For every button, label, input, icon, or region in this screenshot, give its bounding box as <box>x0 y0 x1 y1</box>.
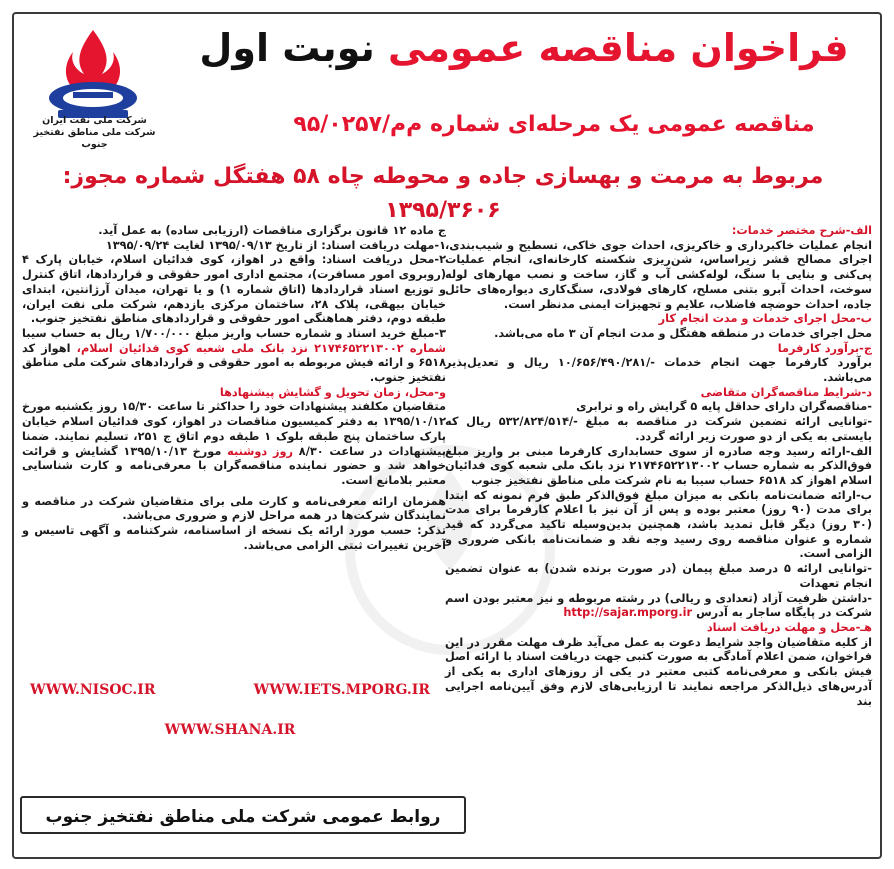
section-d-item4: ب-ارائه ضمانت‌نامه بانکی به میزان مبلغ فوق‌الذکر طبق فرم نمونه که ابتدا برای مدت (۹۰ روز) معتبر بوده و پس از آن نیز با اعلام کارفرما برای مدت (۳۰ روز) دیگر قابل تمدید باشد، همچنین بدین‌وسیله تاکید می‌گردد که قید شماره و عنوان مناقصه روی رسید وجه نقد و ضمانت‌نامه بانکی ضروری و الزامی است. <box>445 488 872 561</box>
section-f-title: و-محل، زمان تحویل و گشایش پیشنهادها <box>219 385 446 399</box>
section-f-body <box>22 400 446 488</box>
note-articles: تذکر: حسب مورد ارائه یک نسخه از اساسنامه، شرکتنامه و آگهی تاسیس و آخرین تغییرات ثبتی الزامی می‌باشد. <box>22 524 446 552</box>
tender-number: مناقصه عمومی یک مرحله‌ای شماره م‌م/۹۵/۰۲۵۷ <box>293 112 815 137</box>
section-a-body: انجام عملیات خاکبرداری و خاکریزی، احداث جوی خاکی، تسطیح و شیب‌بندی، اجرای مصالح قشر زیراساس، شن‌ریزی شکسته کارخانه‌ای، انجام عملیات پی‌کنی و بنایی با سنگ، لوله‌کشی آب و گاز، ساخت و نصب مهارهای لوله سوخت، احداث آبرو بتنی مسلح، کارهای فولادی، سنگ‌کاری دیواره‌های حائل جاده، احداث حوضچه فاضلاب، علایم و تجهیزات ایمنی مدنظر است. <box>445 238 872 311</box>
section-f-text-b: مورخ ۱۳۹۵/۱۰/۱۳ گشایش و قرائت خواهد شد و حضور نماینده مناقصه‌گران با معرفی‌نامه و کارت شناسایی معتبر بلامانع است. <box>22 444 446 487</box>
headline-red-part: فراخوان مناقصه عمومی <box>388 26 849 70</box>
item3-text-a: ۳-مبلغ خرید اسناد و شماره حساب واریز مبلغ ۱/۷۰۰/۰۰۰ ریال به حساب سیبا <box>22 326 446 340</box>
left-item2-location: ۲-محل دریافت اسناد: واقع در اهواز، کوی فدائیان اسلام، خیابان پارک ۴ (روبروی امور مسافرت)، مجتمع اداری امور حقوقی و قراردادها، اتاق کنترل و توزیع اسناد قراردادها (اتاق شماره ۱) و یا تهران، میدان آرژانتین، ابتدای خیابان بیهقی، پلاک ۲۸، ساختمان مرکزی یازدهم، شرکت ملی نفت ایران، طبقه دوم، دفتر هماهنگی امور حقوقی و قراردادهای مناطق نفتخیز جنوب. <box>22 253 446 326</box>
nioc-flame-logo-icon <box>18 22 168 122</box>
section-d-item2: -توانایی ارائه تضمین شرکت در مناقصه به مبلغ -/۵۳۲/۸۲۴/۵۱۴ ریال که بایستی به یکی از دو صورت زیر ارائه گردد. <box>445 415 873 443</box>
section-d-item3: الف-ارائه رسید وجه صادره از سوی حسابداری کارفرما مبنی بر واریز مبلغ فوق‌الذکر به شماره حساب ۲۱۷۴۶۵۲۲۱۳۰۰۲ نزد بانک ملی شعبه کوی فدائیان اسلام اهواز کد ۶۵۱۸ حساب سیبا به نام شرکت ملی مناطق نفتخیز جنوب <box>445 444 872 487</box>
logo-caption <box>22 115 167 151</box>
left-column <box>22 224 446 553</box>
left-item3-fee <box>22 327 446 386</box>
logo-caption-line2: شرکت ملی مناطق نفتخیز جنوب <box>33 127 156 150</box>
right-column <box>445 224 872 709</box>
section-d-item6-text: -داشتن ظرفیت آزاد (تعدادی و ریالی) در رشته مربوطه و نیز معتبر بودن اسم شرکت در پایگاه ساجار به آدرس <box>445 591 872 620</box>
tender-subject: مربوط به مرمت و بهسازی جاده و محوطه چاه ۵۸ هفتگل شماره مجوز: ۱۳۹۵/۳۶۰۶ <box>62 164 824 223</box>
section-a-title: الف-شرح مختصر خدمات: <box>731 224 872 237</box>
note-identity-card: همزمان ارائه معرفی‌نامه و کارت ملی برای متقاضیان شرکت در مناقصه و نمایندگان شرکت‌ها در همه مراحل لازم و ضروری می‌باشد. <box>22 494 446 523</box>
website-iets-link[interactable]: WWW.IETS.MPORG.IR <box>253 682 430 698</box>
public-relations-footer: روابط عمومی شرکت ملی مناطق نفتخیز جنوب <box>20 796 466 834</box>
item3-text-b: اهواز کد ۶۵۱۸ و ارائه فیش مربوطه به امور حقوقی و قراردادهای شرکت ملی مناطق نفتخیز جنوب. <box>22 341 446 385</box>
headline-black-part: نوبت اول <box>199 26 389 70</box>
sajar-link[interactable]: http://sajar.mporg.ir <box>563 606 693 620</box>
section-d-item1: -مناقصه‌گران دارای حداقل پایه ۵ گرایش راه و ترابری <box>576 400 872 414</box>
websites-row <box>30 682 430 698</box>
section-f-weekday-red: روز دوشنبه <box>227 444 293 458</box>
section-b-title: ب-محل اجرای خدمات و مدت انجام کار <box>658 312 872 326</box>
logo-caption-line1: شرکت ملی نفت ایران <box>42 115 147 126</box>
notice-headline <box>184 22 864 74</box>
section-c-body: برآورد کارفرما جهت انجام خدمات -/۱۰/۶۵۶/۴۹۰/۲۸۱ ریال و تعدیل‌پذیر می‌باشد. <box>445 356 872 385</box>
section-d-title: د-شرایط مناقصه‌گران متقاضی <box>700 385 872 399</box>
section-c-title: ج-برآورد کارفرما <box>777 341 872 355</box>
left-item1-deadline: ۱-مهلت دریافت اسناد: از تاریخ ۱۳۹۵/۰۹/۱۳ لغایت ۱۳۹۵/۰۹/۲۴ <box>105 238 446 252</box>
website-nisoc-link[interactable]: WWW.NISOC.IR <box>30 682 156 698</box>
section-e-title: هـ-محل و مهلت دریافت اسناد <box>706 620 872 634</box>
left-intro: ج ماده ۱۲ قانون برگزاری مناقصات (ارزیابی ساده) به عمل آید. <box>98 224 446 237</box>
section-f-text-a: متقاضیان مکلفند پیشنهادات خود را حداکثر تا ساعت ۱۵/۳۰ روز یکشنبه مورخ ۱۳۹۵/۱۰/۱۲ به دفتر کمیسیون مناقصات در اهواز، کوی فدائیان اسلام خیابان پارک ساختمان پنج طبقه بلوک ۱ طبقه دوم اتاق ج ۲۵۱، تسلیم نمایند. ضمنا پیشنهادات در ساعت ۸/۳۰ <box>22 400 447 458</box>
section-b-body: محل اجرای خدمات در منطقه هفتگل و مدت انجام آن ۳ ماه می‌باشد. <box>494 326 872 340</box>
websites-block <box>30 682 430 738</box>
website-shana-link[interactable]: WWW.SHANA.IR <box>164 722 296 738</box>
section-e-body: از کلیه متقاضیان واجد شرایط دعوت به عمل می‌آید ظرف مهلت مقرر در این فراخوان، ضمن اعلام آمادگی به صورت کتبی جهت دریافت اسناد با ارائه اصل فیش بانکی و معرفی‌نامه کتبی معتبر در یکی از روزهای اداری به یکی از آدرس‌های ذیل‌الذکر مراجعه نمایند تا ارزیابی‌های لازم وفق آیین‌نامه اجرایی بند <box>445 635 872 708</box>
item3-account-red: شماره ۲۱۷۴۶۵۲۲۱۳۰۰۲ نزد بانک ملی شعبه کوی فدائیان اسلام، <box>76 341 446 355</box>
section-d-item5: -توانایی ارائه ۵ درصد مبلغ پیمان (در صورت برنده شدن) به عنوان تضمین انجام تعهدات <box>445 562 872 590</box>
section-d-item6 <box>445 592 872 621</box>
